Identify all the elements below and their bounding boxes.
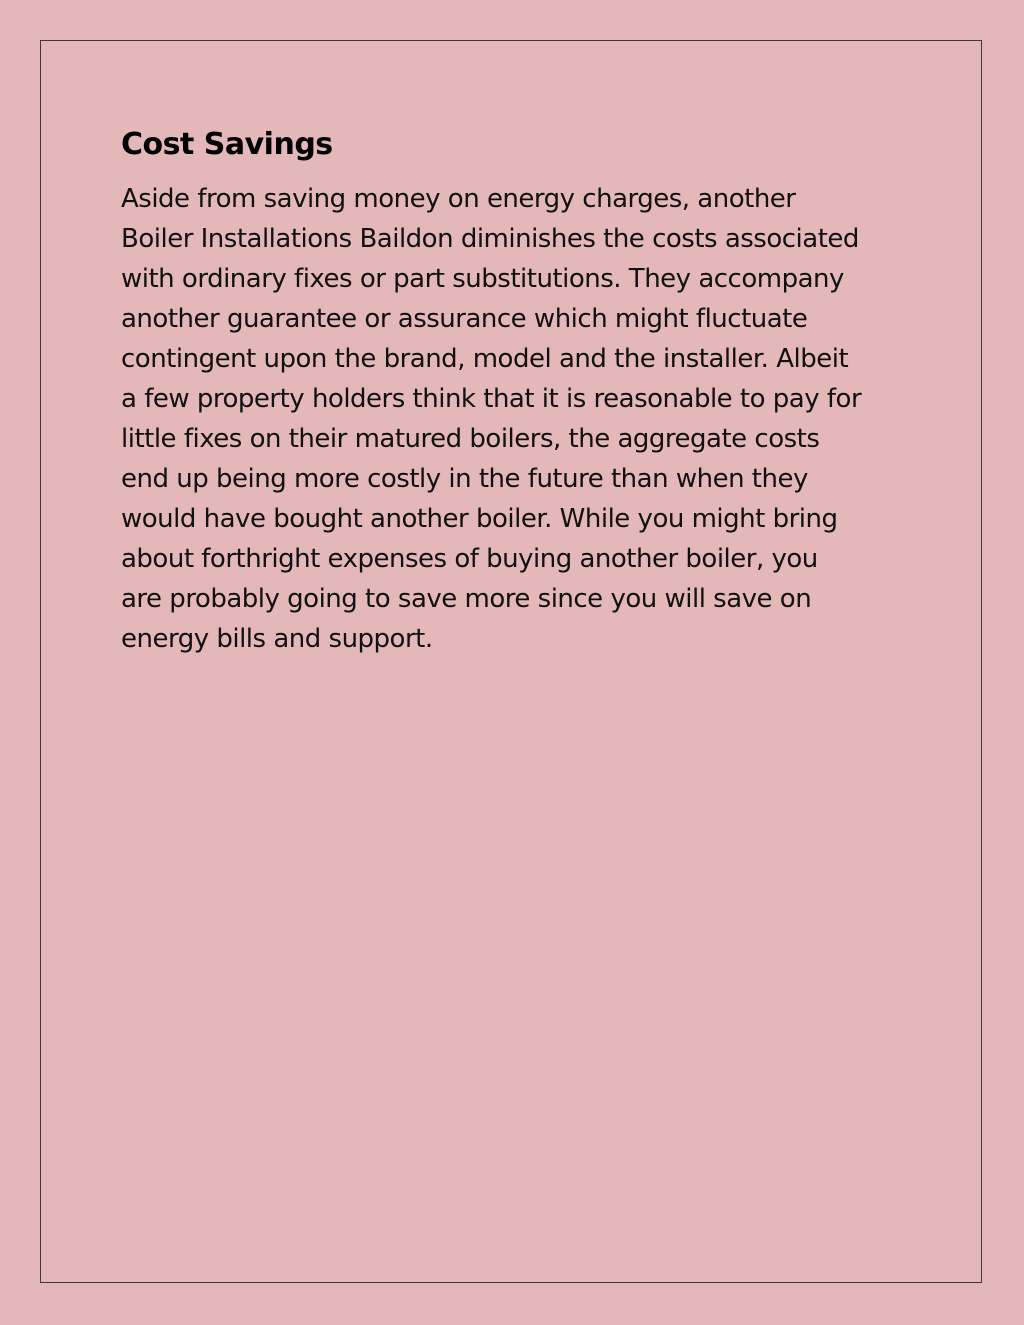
paragraph-line: another guarantee or assurance which might fluctuate [121,304,808,334]
section-heading: Cost Savings [121,127,333,162]
paragraph-line: with ordinary fixes or part substitutions. They accompany [121,264,844,294]
paragraph-line: end up being more costly in the future than when they [121,464,808,494]
page-frame [40,40,982,1283]
paragraph-line: Aside from saving money on energy charges, another [121,184,796,214]
paragraph-line: contingent upon the brand, model and the installer. Albeit [121,344,849,374]
paragraph-line: are probably going to save more since you will save on [121,584,812,614]
paragraph-line: energy bills and support. [121,624,433,654]
content-block [121,125,921,659]
paragraph-line: Boiler Installations Baildon diminishes the costs associated [121,224,859,254]
paragraph-line: about forthright expenses of buying another boiler, you [121,544,818,574]
body-paragraph [121,179,921,659]
paragraph-line: little fixes on their matured boilers, the aggregate costs [121,424,820,454]
paragraph-line: would have bought another boiler. While you might bring [121,504,838,534]
paragraph-line: a few property holders think that it is reasonable to pay for [121,384,862,414]
